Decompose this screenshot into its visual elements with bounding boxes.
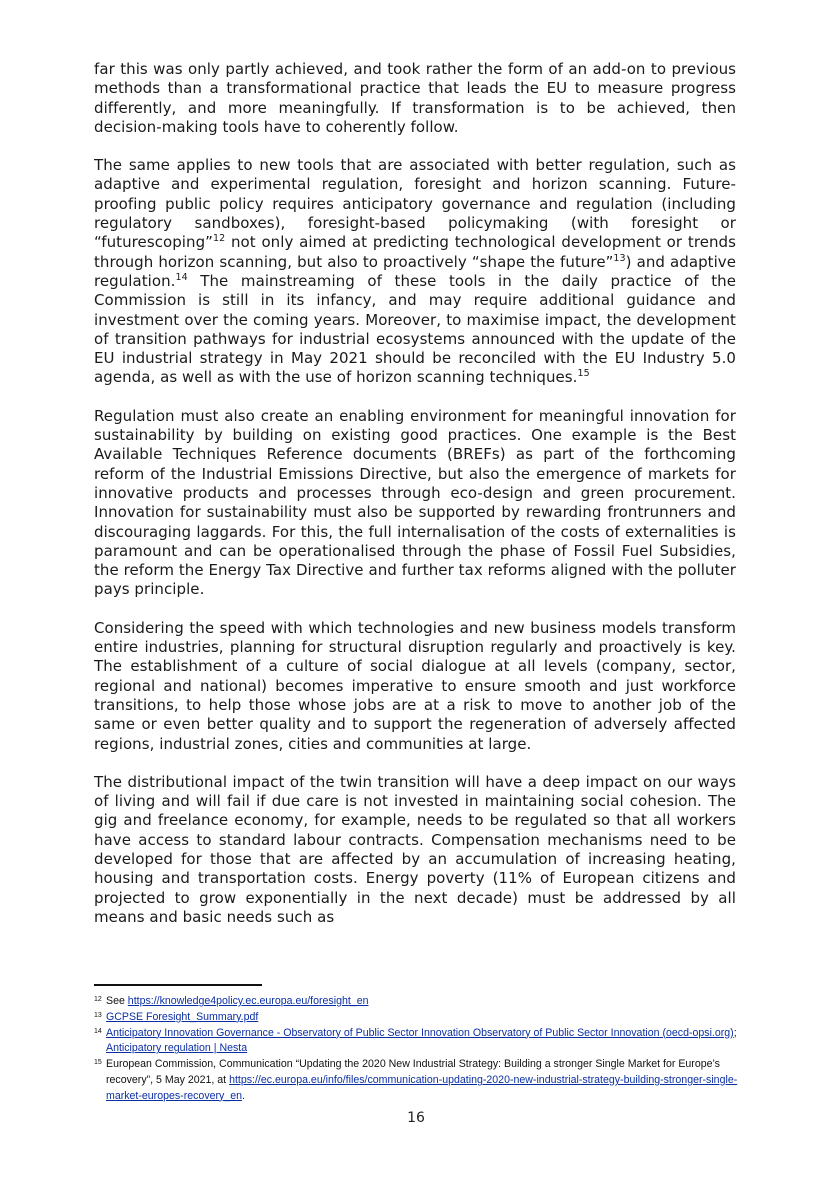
- footnote-number: 15: [94, 1059, 102, 1067]
- footnote-14: [94, 1026, 744, 1058]
- footnote-12: [94, 994, 744, 1010]
- footnote-reference[interactable]: 13: [613, 252, 626, 264]
- paragraph: [94, 619, 736, 754]
- text-run: .: [242, 1089, 245, 1102]
- page-number: 16: [407, 1110, 425, 1126]
- footnote-number: 12: [94, 996, 102, 1003]
- footnote-number: 14: [94, 1027, 102, 1035]
- text-run: Regulation must also create an enabling environment for meaningful innovation for sustainability by building on existing good practices. One example is the Best Available Techniques Reference documents (BREFs) as part of the forthcoming reform of the Industrial Emissions Directive, but also the emergence of markets for innovative products and processes through eco-design and green procurement. Innovation for sustainability must also be supported by rewarding frontrunners and discouraging laggards. For this, the full internalisation of the costs of externalities is paramount and can be operationalised through the phase of Fossil Fuel Subsidies, the reform the Energy Tax Directive and further tax reforms aligned with the polluter pays principle.: [94, 406, 736, 599]
- text-run: ;: [733, 1026, 737, 1039]
- footnote-text: [106, 1027, 737, 1055]
- paragraph: [94, 773, 736, 927]
- footnote-15: [94, 1057, 744, 1104]
- text-run: ) and adaptive regulation.: [94, 252, 737, 290]
- paragraph: [94, 60, 736, 137]
- footnote-link[interactable]: Anticipatory Innovation Governance - Observatory of Public Sector Innovation Observatory of Public Sector Innovation (oecd-opsi.org): [106, 1026, 734, 1039]
- text-run: The distributional impact of the twin transition will have a deep impact on our ways of living and will fail if due care is not invested in maintaining social cohesion. The gig and freelance economy, for example, needs to be regulated so that all workers have access to standard labour contracts. Compensation mechanisms need to be developed for those that are affected by an accumulation of increasing heating, housing and transportation costs. Energy poverty (11% of European citizens and projected to grow exponentially in the next decade) must be addressed by all means and basic needs such as: [94, 772, 736, 926]
- footnote-text: [106, 1011, 258, 1023]
- footnote-13: [94, 1010, 744, 1026]
- footnote-number: 13: [94, 1011, 102, 1019]
- text-run: The mainstreaming of these tools in the daily practice of the Commission is still in its infancy, and may require additional guidance and investment over the coming years. Moreover, to maximise impact, the development of transition pathways for industrial ecosystems announced with the update of the EU industrial strategy in May 2021 should be reconciled with the EU Industry 5.0 agenda, as well as with the use of horizon scanning techniques.: [94, 271, 736, 387]
- text-run: The same applies to new tools that are associated with better regulation, such as adaptive and experimental regulation, foresight and horizon scanning. Future-proofing public policy requires anticipatory governance and regulation (including regulatory sandboxes), foresight-based policymaking (with foresight or “futurescoping”: [94, 156, 736, 252]
- footnote-link[interactable]: https://knowledge4policy.ec.europa.eu/foresight_en: [127, 995, 369, 1007]
- footnote-link[interactable]: GCPSE Foresight_Summary.pdf: [106, 1010, 259, 1023]
- footnote-reference[interactable]: 14: [175, 271, 188, 283]
- footnotes: [94, 994, 744, 1105]
- text-run: far this was only partly achieved, and took rather the form of an add-on to previous methods than a transformational practice that leads the EU to measure progress differently, and more meaningfully. If transformation is to be achieved, then decision-making tools have to coherently follow.: [94, 60, 736, 136]
- footnote-link[interactable]: https://ec.europa.eu/info/files/communication-updating-2020-new-industrial-strategy-building-stronger-single-market-europes-recovery_en: [106, 1073, 738, 1102]
- footnote-reference[interactable]: 12: [212, 233, 226, 245]
- footnote-separator: [94, 984, 262, 986]
- text-run: See: [106, 995, 128, 1007]
- text-run: not only aimed at predicting technological development or trends through horizon scanning, but also to proactively “shape the future”: [94, 233, 736, 271]
- footnote-text: [106, 995, 368, 1007]
- document-body: [94, 60, 736, 946]
- text-run: Considering the speed with which technologies and new business models transform entire industries, planning for structural disruption regularly and proactively is key. The establishment of a culture of social dialogue at all levels (company, sector, regional and national) becomes imperative to ensure smooth and just workforce transitions, to help those whose jobs are at a risk to move to another job of the same or even better quality and to support the regeneration of adversely affected regions, industrial zones, cities and communities at large.: [94, 618, 736, 753]
- footnote-reference[interactable]: 15: [577, 368, 590, 380]
- footnote-link[interactable]: Anticipatory regulation | Nesta: [106, 1042, 248, 1055]
- paragraph: [94, 407, 736, 600]
- paragraph: [94, 156, 736, 388]
- footnote-text: [106, 1058, 737, 1102]
- text-run: European Commission, Communication “Updating the 2020 New Industrial Strategy: Building a stronger Single Market for Europe’s recovery”, 5 May 2021, at: [106, 1058, 720, 1086]
